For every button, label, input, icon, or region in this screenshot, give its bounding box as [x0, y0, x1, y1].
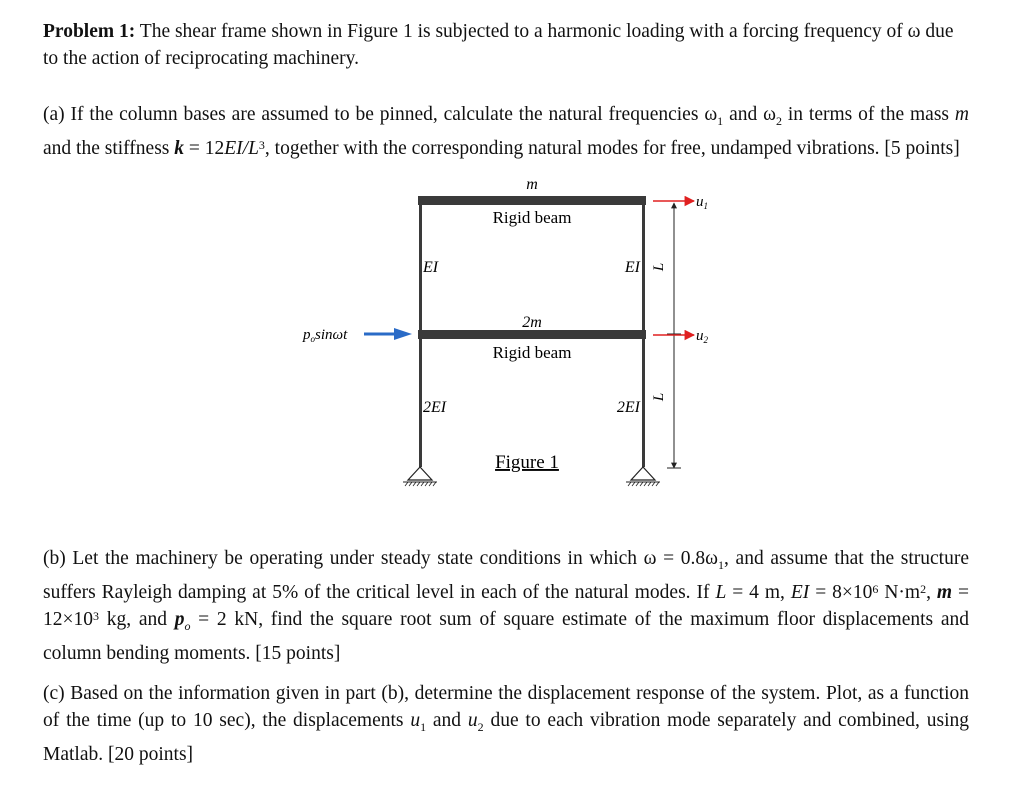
bottom-mass-label: 2m: [522, 314, 542, 331]
bottom-rigid-beam: [418, 330, 646, 339]
upper-left-stiffness: EI: [423, 259, 439, 276]
top-mass-label: m: [526, 176, 538, 193]
right-pin-support: [626, 467, 660, 486]
top-beam-label: Rigid beam: [492, 208, 572, 227]
load-label: $p_o\sin\omega t$: [303, 327, 348, 344]
u2-label: $u_2$: [696, 328, 708, 345]
upper-length-label: L: [651, 262, 667, 272]
bottom-beam-label: Rigid beam: [492, 343, 572, 362]
lower-left-stiffness: 2EI: [423, 399, 447, 416]
problem-intro-text: The shear frame shown in Figure 1 is subjected to a harmonic loading with a forcing frequency of ω due to the action of reciprocating machinery.: [43, 21, 954, 69]
problem-label: Problem 1:: [43, 21, 136, 42]
shear-frame-figure: [290, 175, 710, 500]
top-rigid-beam: [418, 196, 646, 205]
upper-right-stiffness: EI: [624, 259, 640, 276]
left-pin-support: [403, 467, 437, 486]
u1-label: $u_1$: [696, 194, 708, 211]
figure-caption: Figure 1: [495, 452, 559, 473]
part-a-text: (a) If the column bases are assumed to be pinned, calculate the natural frequencies $\omega_1$ and $\omega_2$ in terms of the mass m and the stiffness $k = 12EI/L^3$, together with the corresponding natural modes for free, undamped vibrations. [5 points]: [43, 104, 970, 159]
lower-right-stiffness: 2EI: [616, 399, 640, 416]
lower-length-label: L: [651, 392, 667, 402]
problem-intro: [43, 18, 969, 72]
load-arrow: [364, 328, 412, 340]
part-b-text: (b) Let the machinery be operating under steady state conditions in which $\omega = 0.8\omega_1$, and assume that the structure suffers Rayleigh damping at 5% of the critical level in each of the natural modes. If L = 4 m, EI = $8\times 10^6$ $N\cdot m^2$, $m = 12\times 10^3$ kg, and $p_o = 2$ kN, find the square root sum of square estimate of the maximum floor displacements and column bending moments. [15 points]: [43, 548, 970, 664]
part-c-text: (c) Based on the information given in part (b), determine the displacement response of the system. Plot, as a function of the time (up to 10 sec), the displacements $u_1$ and $u_2$ due to each vibration mode separately and combined, using Matlab. [20 points]: [43, 683, 969, 765]
